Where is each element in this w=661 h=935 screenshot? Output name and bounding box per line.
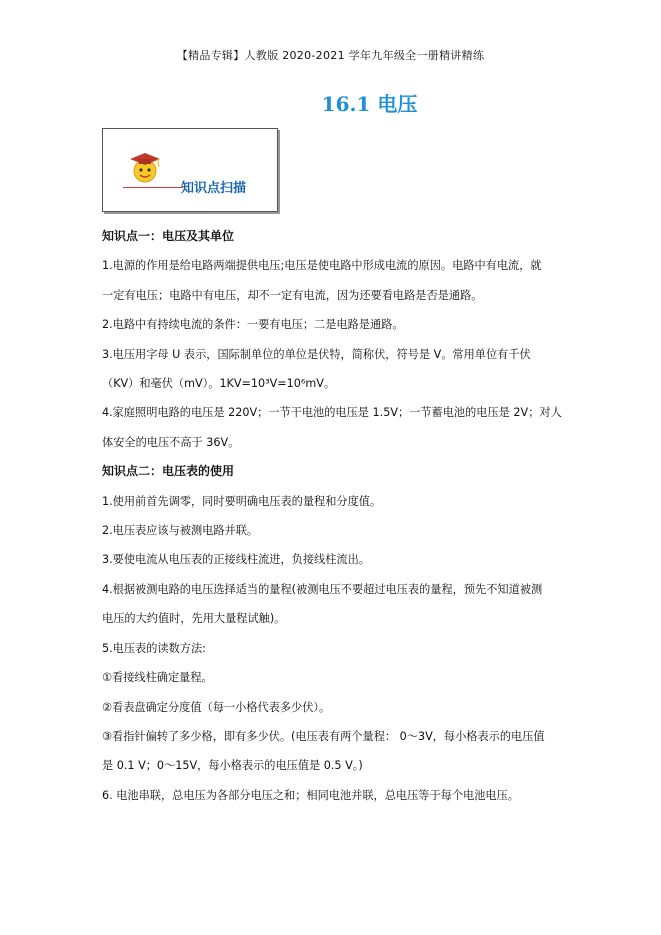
text-line: 体安全的电压不高于 36V。 <box>102 435 240 449</box>
text-line: 3.要使电流从电压表的正接线柱流进，负接线柱流出。 <box>102 553 370 567</box>
banner-underline <box>123 187 183 188</box>
student-cap-icon <box>127 149 163 185</box>
text-line: 1.使用前首先调零，同时要明确电压表的量程和分度值。 <box>102 494 382 508</box>
banner-label: 知识点扫描 <box>181 181 247 196</box>
text-line: 6. 电池串联，总电压为各部分电压之和；相同电池并联，总电压等于每个电池电压。 <box>102 788 519 802</box>
section-heading: 知识点二：电压表的使用 <box>102 464 235 479</box>
text-line: 4.家庭照明电路的电压是 220V；一节干电池的电压是 1.5V；一节蓄电池的电压是 2V；对人 <box>102 406 562 420</box>
page-title: 16.1 电压 <box>321 92 418 116</box>
section-heading: 知识点一：电压及其单位 <box>102 229 235 243</box>
text-line: 3.电压用字母 U 表示，国际制单位的单位是伏特，简称伏，符号是 V。常用单位有千伏 <box>102 347 531 361</box>
text-line: ③看指针偏转了多少格，即有多少伏。(电压表有两个量程： 0～3V，每小格表示的电压值 <box>102 729 545 743</box>
text-line: ②看表盘确定分度值（每一小格代表多少伏）。 <box>102 700 331 714</box>
text-line: 5.电压表的读数方法: <box>102 641 206 655</box>
text-line: 电压的大约值时，先用大量程试触)。 <box>102 612 286 626</box>
text-line: ①看接线柱确定量程。 <box>102 671 213 685</box>
text-line: 4.根据被测电路的电压选择适当的量程(被测电压不要超过电压表的量程，预先不知道被测 <box>102 582 543 596</box>
text-line: 1.电源的作用是给电路两端提供电压;电压是使电路中形成电流的原因。电路中有电流，就 <box>102 259 542 273</box>
page-header: 【精品专辑】人教版 2020-2021 学年九年级全一册精讲精练 <box>176 49 485 62</box>
text-line: 2.电压表应该与被测电路并联。 <box>102 524 259 538</box>
text-line: 是 0.1 V；0～15V，每小格表示的电压值是 0.5 V。) <box>102 759 363 773</box>
text-line: 2.电路中有持续电流的条件：一要有电压；二是电路是通路。 <box>102 318 404 332</box>
knowledge-banner <box>102 128 278 212</box>
text-line: （KV）和毫伏（mV）。1KV=10³V=10⁶mV。 <box>102 377 336 391</box>
document-body <box>102 222 562 810</box>
text-line: 一定有电压；电路中有电压，却不一定有电流，因为还要看电路是否是通路。 <box>102 288 483 302</box>
